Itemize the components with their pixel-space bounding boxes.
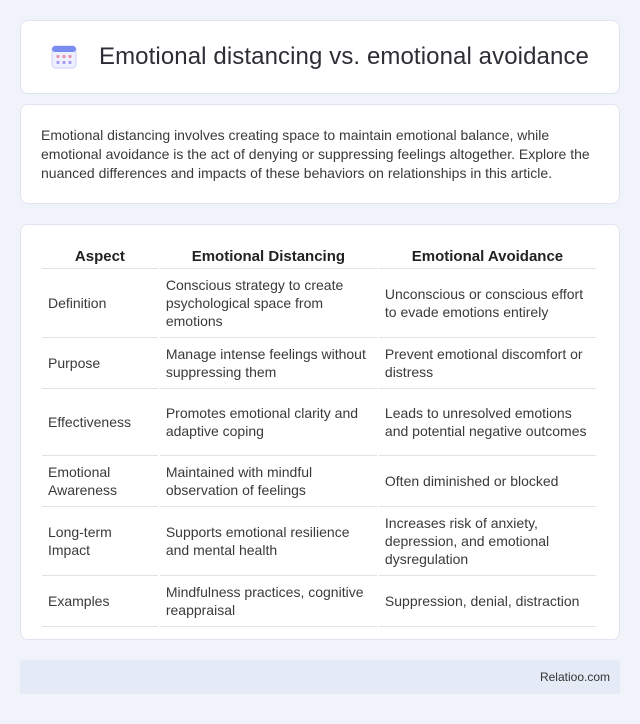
calendar-grid-icon xyxy=(51,44,77,70)
table-row xyxy=(42,338,596,389)
footer-brand-link[interactable]: Relatioo.com xyxy=(539,670,610,684)
table-row xyxy=(42,507,596,576)
comparison-table xyxy=(40,243,598,627)
page-title: Emotional distancing vs. emotional avoidance xyxy=(98,43,589,70)
intro-card xyxy=(20,104,620,204)
distancing-cell: Mindfulness practices, cognitive reappraisal xyxy=(160,576,377,627)
aspect-cell: Emotional Awareness xyxy=(42,456,158,507)
aspect-cell: Examples xyxy=(42,576,158,627)
avoidance-cell: Often diminished or blocked xyxy=(379,456,596,507)
footer xyxy=(20,660,620,694)
avoidance-cell: Unconscious or conscious effort to evade emotions entirely xyxy=(379,269,596,338)
title-card xyxy=(20,20,620,94)
distancing-cell: Manage intense feelings without suppressing them xyxy=(160,338,377,389)
distancing-cell: Maintained with mindful observation of feelings xyxy=(160,456,377,507)
table-row xyxy=(42,576,596,627)
header-emotional-distancing: Emotional Distancing xyxy=(160,243,377,269)
distancing-cell: Supports emotional resilience and mental health xyxy=(160,507,377,576)
avoidance-cell: Prevent emotional discomfort or distress xyxy=(379,338,596,389)
table-row xyxy=(42,389,596,456)
table-header-row xyxy=(42,243,596,269)
avoidance-cell: Leads to unresolved emotions and potential negative outcomes xyxy=(379,389,596,456)
aspect-cell: Purpose xyxy=(42,338,158,389)
aspect-cell: Definition xyxy=(42,269,158,338)
comparison-table-card xyxy=(20,224,620,640)
distancing-cell: Conscious strategy to create psychological space from emotions xyxy=(160,269,377,338)
aspect-cell: Effectiveness xyxy=(42,389,158,456)
header-emotional-avoidance: Emotional Avoidance xyxy=(379,243,596,269)
distancing-cell: Promotes emotional clarity and adaptive coping xyxy=(160,389,377,456)
aspect-cell: Long-term Impact xyxy=(42,507,158,576)
avoidance-cell: Increases risk of anxiety, depression, and emotional dysregulation xyxy=(379,507,596,576)
table-row xyxy=(42,456,596,507)
table-row xyxy=(42,269,596,338)
avoidance-cell: Suppression, denial, distraction xyxy=(379,576,596,627)
header-aspect: Aspect xyxy=(42,243,158,269)
intro-text: Emotional distancing involves creating space to maintain emotional balance, while emotional avoidance is the act of denying or suppressing feelings altogether. Explore the nuanced differences and impacts of these behaviors on relationships in this article. xyxy=(41,127,590,181)
